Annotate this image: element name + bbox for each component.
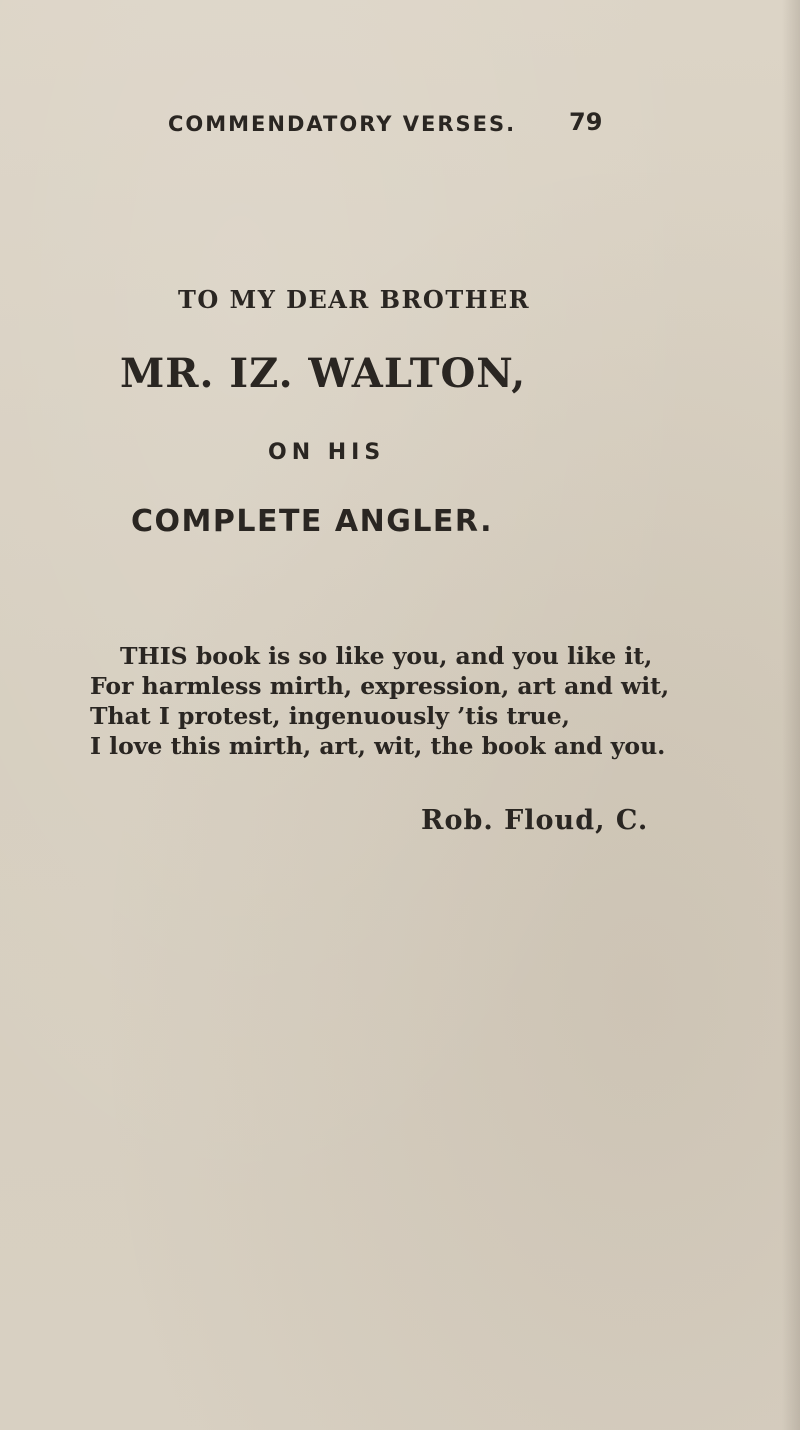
verse-line-4: I love this mirth, art, wit, the book and you. [90,732,666,760]
running-head: COMMENDATORY VERSES. [168,112,517,136]
verse-block [90,641,669,761]
dedication-line-3: ON HIS [268,440,386,465]
dedication-line-4: COMPLETE ANGLER. [131,504,493,539]
verse-line-2: For harmless mirth, expression, art and wit, [90,672,670,700]
page-number: 79 [569,108,603,136]
verse-line-1: THIS book is so like you, and you like it, [120,642,653,670]
page-edge-shadow [782,0,800,1430]
dedication-line-2: MR. IZ. WALTON, [120,350,527,397]
verse-line-3: That I protest, ingenuously ’tis true, [90,702,570,730]
dedication-line-1: TO MY DEAR BROTHER [178,285,531,314]
signature: Rob. Floud, C. [421,805,649,836]
